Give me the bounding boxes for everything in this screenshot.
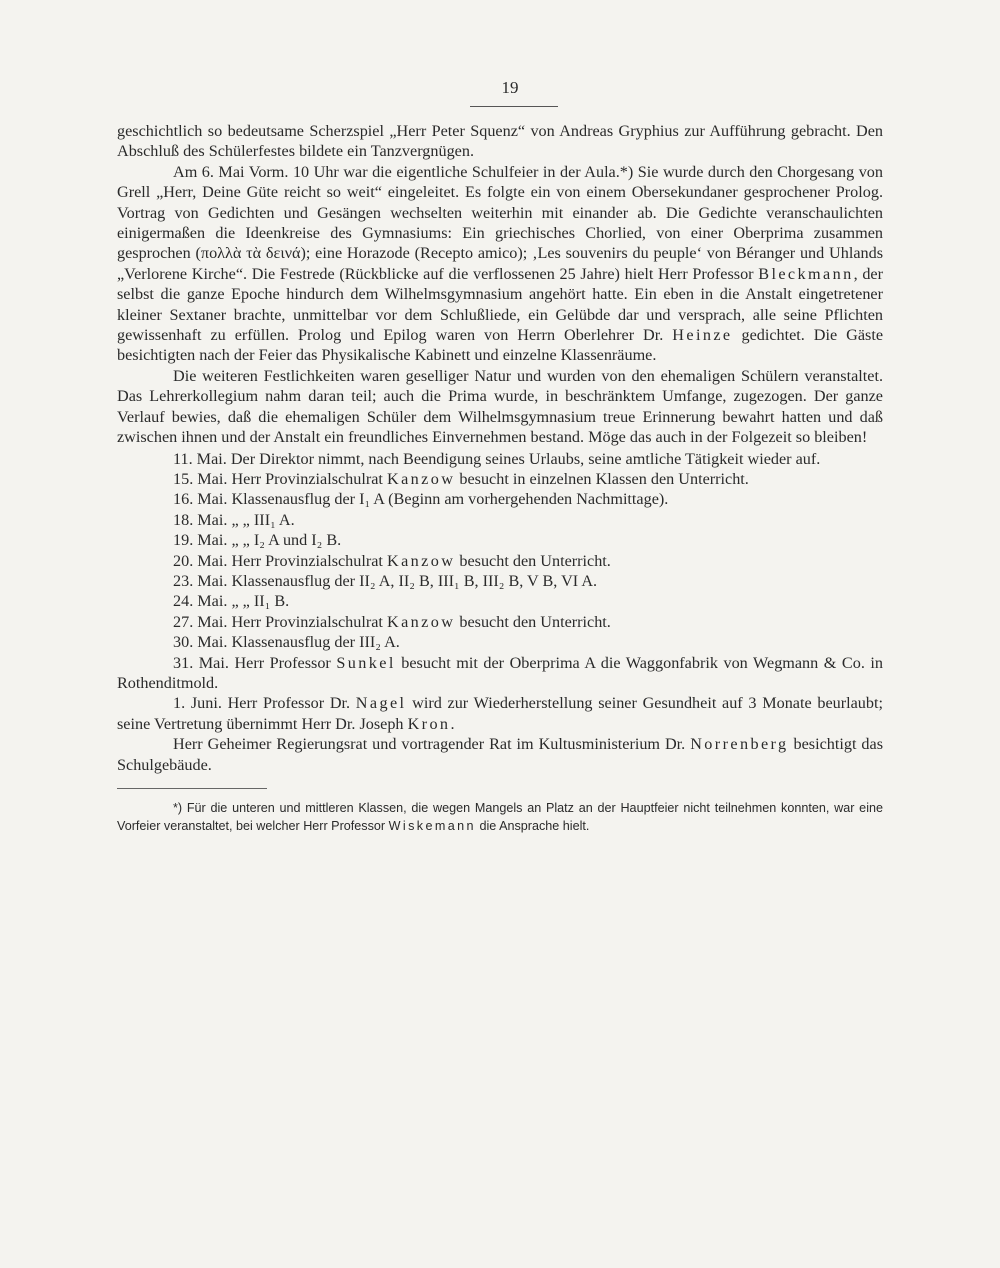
name-wiskemann: Wiskemann <box>388 819 476 833</box>
name-nagel: Nagel <box>355 694 407 713</box>
name-kron: Kron <box>407 714 451 733</box>
entry-date: 1. Juni. <box>173 694 222 713</box>
entry-text: Klassenausflug der II₂ A, II₂ B, III₁ B, III₂ B, V B, VI A. <box>231 571 598 590</box>
entry-text: „ „ I₂ A und I₂ B. <box>231 531 342 550</box>
name-heinze: Heinze <box>672 326 733 345</box>
name-bleckmann: Bleckmann <box>758 264 854 283</box>
paragraph-continuation: geschichtlich so bedeutsame Scherzspiel „Herr Peter Squenz“ von Andreas Gryphius zur Aufführung gebracht. Den Abschluß des Schülerfestes bildete ein Tanzvergnügen. <box>117 122 883 161</box>
entry-date: 16. Mai. <box>173 490 228 509</box>
entry-11-mai <box>117 449 883 469</box>
entry-date: 20. Mai. <box>173 551 228 570</box>
entry-text: besucht mit der Oberprima A die Waggonfabrik von Wegmann & Co. in Rothenditmold. <box>117 653 884 692</box>
entry-text: Herr Provinzialschulrat <box>231 551 387 570</box>
entry-23-mai <box>117 571 883 591</box>
entry-16-mai <box>117 489 883 509</box>
entry-text: Herr Geheimer Regierungsrat und vortragender Rat im Kultusministerium Dr. <box>173 735 691 754</box>
entry-1-juni <box>117 693 883 734</box>
entry-date: 27. Mai. <box>173 612 228 631</box>
document-page <box>117 78 883 835</box>
footnote-text: die Ansprache hielt. <box>475 819 590 833</box>
entry-text: Klassenausflug der I₁ A (Beginn am vorhergehenden Nachmittage). <box>231 490 669 509</box>
entry-text: „ „ II₁ B. <box>231 592 290 611</box>
text-run: gedichtet. Die Gäste besichtigten nach der Feier das Physikalische Kabinett und einzelne Klassenräume. <box>117 326 883 365</box>
entry-date: 24. Mai. <box>173 592 228 611</box>
footnote <box>117 799 883 835</box>
entry-text: Herr Provinzialschulrat <box>231 612 387 631</box>
entry-15-mai <box>117 469 883 489</box>
entry-text: besucht den Unterricht. <box>455 612 611 631</box>
paragraph-schulfeier <box>117 162 883 366</box>
name-kanzow: Kanzow <box>386 612 456 631</box>
entry-date: 15. Mai. <box>173 469 228 488</box>
name-norrenberg: Norrenberg <box>690 735 789 754</box>
page-number: 19 <box>501 78 519 97</box>
entry-24-mai <box>117 591 883 611</box>
name-sunkel: Sunkel <box>336 653 396 672</box>
entry-text: besichtigt das Schulgebäude. <box>117 735 883 774</box>
entry-date: 31. Mai. <box>173 653 229 672</box>
entry-18-mai <box>117 510 883 530</box>
entry-31-mai <box>117 653 883 694</box>
entry-text: „ „ III₁ A. <box>231 510 295 529</box>
entry-date: 30. Mai. <box>173 633 228 652</box>
entry-text: Der Direktor nimmt, nach Beendigung seines Urlaubs, seine amtliche Tätigkeit wieder auf. <box>230 449 821 468</box>
chronicle-entries <box>117 449 883 776</box>
entry-date: 19. Mai. <box>173 531 228 550</box>
entry-text: . <box>450 714 455 733</box>
entry-text: wird zur Wiederherstellung seiner Gesundheit auf 3 Monate beurlaubt; seine Vertretung übernimmt Herr Dr. Joseph <box>117 694 883 733</box>
entry-30-mai <box>117 632 883 652</box>
footnote-rule <box>117 788 267 789</box>
text-run: , der selbst die ganze Epoche hindurch dem Wilhelmsgymnasium angehört hatte. Ein eben in die Anstalt eingetretener kleiner Sextaner brachte, unmittelbar vor dem Schlußliede, ein Gelübde dar und versprach, alle seine Pflichten gewissenhaft zu erfüllen. Prolog und Epilog waren von Herrn Oberlehrer Dr. <box>117 264 883 345</box>
page-number-rule <box>470 106 558 107</box>
footnote-text: *) Für die unteren und mittleren Klassen, die wegen Mangels an Platz an der Hauptfeier nicht teilnehmen konnten, war eine Vorfeier veranstaltet, bei welcher Herr Professor <box>117 801 883 833</box>
entry-date: 23. Mai. <box>173 571 228 590</box>
paragraph-festlichkeiten: Die weiteren Festlichkeiten waren geselliger Natur und wurden von den ehemaligen Schülern veranstaltet. Das Lehrerkollegium nahm daran teil; auch die Prima wurde, in beschränktem Umfange, zugezogen. Der ganze Verlauf bewies, daß die ehemaligen Schüler dem Wilhelmsgymnasium treue Erinnerung bewahrt hatten und daß zwischen ihnen und der Anstalt ein freundliches Einvernehmen bestand. Möge das auch in der Folgezeit so bleiben! <box>117 366 883 447</box>
entry-19-mai <box>117 530 883 550</box>
entry-text: Herr Professor Dr. <box>227 694 356 713</box>
text-run: Am 6. Mai Vorm. 10 Uhr war die eigentliche Schulfeier in der Aula.*) Sie wurde durch den Chorgesang von Grell „Herr, Deine Güte reicht so weit“ eingeleitet. Es folgte ein von einem Obersekundaner gesprochener Prolog. Vortrag von Gedichten und Gesängen wechselten weiterhin mit einander ab. Die Gedichte veranschaulichten einigermaßen die Ideenkreise des Gymnasiums: Ein griechisches Chorlied, von einer Oberprima zusammen gesprochen (πολλὰ τὰ δεινά); eine Horazode (Recepto amico); ‚Les souvenirs du peuple‘ von Béranger und Uhlands „Verlorene Kirche“. Die Festrede (Rückblicke auf die verflossenen 25 Jahre) hielt Herr Professor <box>117 162 883 283</box>
entry-date: 11. Mai. <box>173 449 227 468</box>
entry-norrenberg <box>117 734 883 775</box>
entry-20-mai <box>117 551 883 571</box>
entry-date: 18. Mai. <box>173 510 228 529</box>
entry-text: besucht den Unterricht. <box>455 551 611 570</box>
entry-27-mai <box>117 612 883 632</box>
entry-text: Herr Professor <box>234 653 337 672</box>
entry-text: besucht in einzelnen Klassen den Unterricht. <box>455 469 749 488</box>
name-kanzow: Kanzow <box>386 551 456 570</box>
entry-text: Klassenausflug der III₂ A. <box>231 633 400 652</box>
name-kanzow: Kanzow <box>386 469 456 488</box>
entry-text: Herr Provinzialschulrat <box>231 469 387 488</box>
